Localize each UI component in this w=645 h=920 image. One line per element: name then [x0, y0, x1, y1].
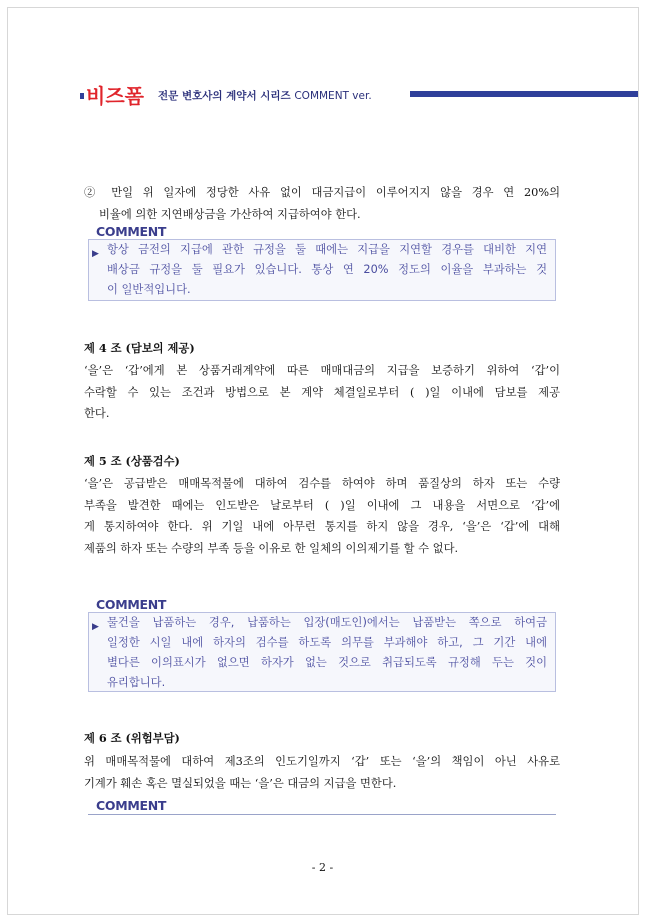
article-5-line: 게 통지하여야 한다. 위 기일 내에 아무런 통지를 하지 않을 경우, ‘을’은 ‘갑’에 대해: [84, 520, 560, 533]
comment-label: COMMENT: [96, 224, 167, 239]
article-6-body: [84, 751, 560, 794]
comment-line: 배상금 규정을 둘 필요가 있습니다. 통상 연 20% 정도의 이율을 부과하는 것: [107, 263, 547, 276]
comment-line: 일정한 시일 내에 하자의 검수를 하도록 의무를 부과해야 하고, 그 기간 내에: [107, 636, 547, 649]
comment-rule: [88, 814, 556, 815]
clause-2-line: 비율에 의한 지연배상금을 가산하여 지급하여야 한다.: [99, 207, 361, 221]
article-5-line: 제품의 하자 또는 수량의 부족 등을 이유로 한 일체의 이의제기를 할 수 없다.: [84, 541, 459, 555]
article-4-title: 제 4 조 (담보의 제공): [84, 341, 195, 355]
article-6-line: 위 매매목적물에 대하여 제3조의 인도기일까지 ‘갑’ 또는 ‘을’의 책임이 아닌 사유로: [84, 755, 560, 768]
comment-label: COMMENT: [96, 798, 167, 813]
comment-box: [88, 612, 556, 692]
article-5-line: ‘을’은 공급받은 매매목적물에 대하여 검수를 하여야 하며 품질상의 하자 또는 수량: [84, 477, 560, 490]
header-subtitle-korean: 전문 변호사의 계약서 시리즈: [158, 90, 291, 102]
bullet-arrow-icon: ▶: [92, 249, 99, 259]
article-6-line: 기계가 훼손 혹은 멸실되었을 때는 ‘을’은 대금의 지급을 면한다.: [84, 776, 397, 790]
comment-line: 별다른 이의표시가 없으면 하자가 없는 것으로 취급되도록 규정해 두는 것이: [107, 656, 547, 669]
comment-line: 물건을 납품하는 경우, 납품하는 입장(매도인)에서는 납품받는 쪽으로 하여금: [107, 616, 547, 629]
bullet-arrow-icon: ▶: [92, 622, 99, 632]
comment-line: 이 일반적입니다.: [107, 283, 191, 296]
article-6-title: 제 6 조 (위험부담): [84, 731, 180, 745]
header-right-bar: [410, 91, 638, 97]
article-4-line: 한다.: [84, 407, 110, 420]
page-number: - 2 -: [311, 861, 334, 874]
article-5-line: 부족을 발견한 때에는 인도받은 날로부터 ( )일 이내에 그 내용을 서면으로 ‘갑’에: [84, 498, 560, 512]
article-5-title: 제 5 조 (상품검수): [84, 454, 180, 468]
clause-2-line: ② 만일 위 일자에 정당한 사유 없이 대금지급이 이루어지지 않을 경우 연 20%의: [84, 186, 560, 199]
comment-box: [88, 239, 556, 301]
comment-line: 유리합니다.: [107, 676, 166, 689]
header-subtitle: [158, 88, 372, 103]
header-left-bar: [80, 93, 84, 99]
article-5-body: [84, 473, 560, 559]
comment-label: COMMENT: [96, 597, 167, 612]
brand-logo: 비즈폼: [86, 84, 144, 108]
article-4-line: 수락할 수 있는 조건과 방법으로 본 계약 체결일로부터 ( )일 이내에 담보를 제공: [84, 385, 560, 399]
comment-line: 항상 금전의 지급에 관한 규정을 둘 때에는 지급을 지연할 경우를 대비한 지연: [107, 243, 547, 256]
header-subtitle-english: COMMENT ver.: [294, 90, 372, 102]
article-4-body: [84, 360, 560, 425]
article-4-line: ‘을’은 ‘갑’에게 본 상품거래계약에 따른 매매대금의 지급을 보증하기 위하여 ‘갑’이: [84, 364, 560, 377]
clause-2: [84, 182, 560, 225]
